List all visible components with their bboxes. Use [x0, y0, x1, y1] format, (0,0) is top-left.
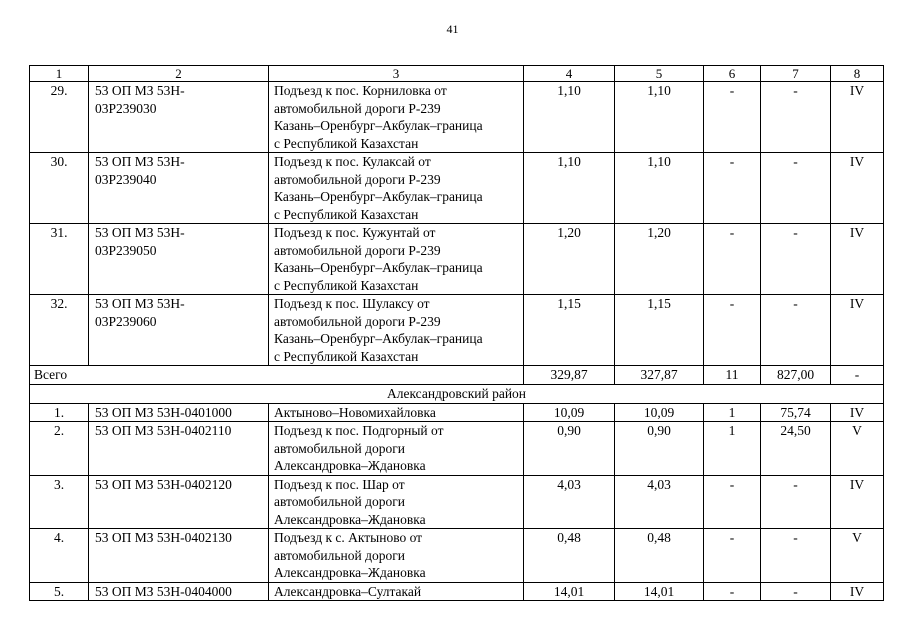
section-title: Александровский район: [30, 385, 884, 404]
col-6-value: -: [704, 224, 761, 295]
col-5-value: 1,15: [615, 295, 704, 366]
row-number: 1.: [30, 403, 89, 422]
road-name-line: Актыново–Новомихайловка: [274, 404, 436, 420]
road-name-line: Подъезд к пос. Шулаксу от: [274, 296, 430, 311]
total-col-7: 827,00: [761, 366, 831, 385]
table-row: [30, 422, 884, 476]
road-name-line: Казань–Оренбург–Акбулак–граница: [274, 189, 483, 204]
col-6-value: -: [704, 529, 761, 583]
road-code: [89, 295, 269, 366]
col-4-value: 1,15: [524, 295, 615, 366]
road-category: IV: [831, 295, 884, 366]
header-row: [30, 66, 884, 82]
column-header: 8: [831, 66, 884, 82]
road-name-line: Подъезд к пос. Кужунтай от: [274, 225, 436, 240]
table-row: [30, 82, 884, 153]
total-col-8: -: [831, 366, 884, 385]
road-category: V: [831, 529, 884, 583]
row-number: 4.: [30, 529, 89, 583]
column-header: 1: [30, 66, 89, 82]
road-name: [269, 82, 524, 153]
road-name-line: автомобильной дороги Р-239: [274, 313, 441, 329]
col-7-value: 75,74: [761, 403, 831, 422]
road-name-line: автомобильной дороги: [274, 547, 405, 563]
col-5-value: 1,10: [615, 82, 704, 153]
col-5-value: 10,09: [615, 403, 704, 422]
col-5-value: 4,03: [615, 475, 704, 529]
road-name: [269, 153, 524, 224]
col-6-value: 1: [704, 403, 761, 422]
col-5-value: 0,48: [615, 529, 704, 583]
road-name: [269, 475, 524, 529]
table-row: [30, 295, 884, 366]
road-name: [269, 582, 524, 601]
road-name-line: Подъезд к с. Актыново от: [274, 530, 423, 545]
road-category: IV: [831, 582, 884, 601]
road-name-line: Казань–Оренбург–Акбулак–граница: [274, 331, 483, 346]
road-code-line: 53 ОП МЗ 53Н-0402130: [95, 530, 232, 545]
road-category: IV: [831, 153, 884, 224]
roads-table: [29, 65, 884, 601]
col-4-value: 0,48: [524, 529, 615, 583]
road-name-line: автомобильной дороги Р-239: [274, 171, 441, 187]
col-5-value: 14,01: [615, 582, 704, 601]
column-header: 5: [615, 66, 704, 82]
table-row: [30, 153, 884, 224]
col-6-value: 1: [704, 422, 761, 476]
road-name: [269, 403, 524, 422]
road-name-line: Александровка–Ждановка: [274, 458, 426, 473]
road-code: [89, 403, 269, 422]
road-code-line: 03Р239050: [95, 242, 157, 258]
total-row: [30, 366, 884, 385]
col-7-value: -: [761, 582, 831, 601]
col-7-value: -: [761, 475, 831, 529]
table-row: [30, 475, 884, 529]
road-code: [89, 529, 269, 583]
row-number: 3.: [30, 475, 89, 529]
road-name-line: автомобильной дороги: [274, 440, 405, 456]
road-code-line: 53 ОП МЗ 53Н-0402110: [95, 423, 232, 438]
road-name-line: Александровка–Султакай: [274, 583, 422, 599]
road-name-line: Александровка–Ждановка: [274, 565, 426, 580]
col-4-value: 0,90: [524, 422, 615, 476]
road-code-line: 03Р239030: [95, 100, 157, 116]
road-code-line: 03Р239040: [95, 171, 157, 187]
table-row: [30, 224, 884, 295]
col-7-value: -: [761, 224, 831, 295]
road-code: [89, 582, 269, 601]
road-name: [269, 529, 524, 583]
col-5-value: 1,20: [615, 224, 704, 295]
col-5-value: 1,10: [615, 153, 704, 224]
road-code-line: 53 ОП МЗ 53Н-0401000: [95, 404, 232, 420]
road-code-line: 53 ОП МЗ 53Н-: [95, 225, 185, 240]
row-number: 29.: [30, 82, 89, 153]
road-name-line: автомобильной дороги Р-239: [274, 242, 441, 258]
road-name-line: с Республикой Казахстан: [274, 206, 419, 222]
col-7-value: -: [761, 82, 831, 153]
column-header: 4: [524, 66, 615, 82]
row-number: 31.: [30, 224, 89, 295]
col-6-value: -: [704, 295, 761, 366]
section-row: [30, 385, 884, 404]
road-name-line: Подъезд к пос. Шар от: [274, 476, 405, 492]
road-code-line: 53 ОП МЗ 53Н-0402120: [95, 476, 232, 492]
col-4-value: 1,10: [524, 82, 615, 153]
road-code-line: 03Р239060: [95, 313, 157, 329]
road-name-line: с Республикой Казахстан: [274, 277, 419, 293]
table-row: [30, 403, 884, 422]
col-6-value: -: [704, 82, 761, 153]
road-name-line: автомобильной дороги Р-239: [274, 100, 441, 116]
total-col-5: 327,87: [615, 366, 704, 385]
col-4-value: 1,20: [524, 224, 615, 295]
road-name-line: с Республикой Казахстан: [274, 348, 419, 364]
col-6-value: -: [704, 582, 761, 601]
road-category: IV: [831, 403, 884, 422]
table-row: [30, 529, 884, 583]
road-name-line: Казань–Оренбург–Акбулак–граница: [274, 260, 483, 275]
col-5-value: 0,90: [615, 422, 704, 476]
total-col-6: 11: [704, 366, 761, 385]
column-header: 2: [89, 66, 269, 82]
road-category: IV: [831, 224, 884, 295]
column-header: 7: [761, 66, 831, 82]
road-code: [89, 82, 269, 153]
road-name-line: Подъезд к пос. Корниловка от: [274, 83, 447, 98]
road-category: IV: [831, 475, 884, 529]
col-7-value: 24,50: [761, 422, 831, 476]
road-name: [269, 295, 524, 366]
total-col-4: 329,87: [524, 366, 615, 385]
road-category: IV: [831, 82, 884, 153]
total-label: Всего: [30, 366, 524, 385]
column-header: 3: [269, 66, 524, 82]
road-code-line: 53 ОП МЗ 53Н-0404000: [95, 583, 232, 599]
road-code-line: 53 ОП МЗ 53Н-: [95, 296, 185, 311]
road-name-line: с Республикой Казахстан: [274, 135, 419, 151]
road-code-line: 53 ОП МЗ 53Н-: [95, 154, 185, 169]
road-name: [269, 422, 524, 476]
col-7-value: -: [761, 295, 831, 366]
row-number: 2.: [30, 422, 89, 476]
row-number: 5.: [30, 582, 89, 601]
col-7-value: -: [761, 529, 831, 583]
row-number: 30.: [30, 153, 89, 224]
road-category: V: [831, 422, 884, 476]
road-code: [89, 153, 269, 224]
road-name-line: Подъезд к пос. Подгорный от: [274, 423, 444, 438]
table-row: [30, 582, 884, 601]
col-4-value: 14,01: [524, 582, 615, 601]
road-code: [89, 224, 269, 295]
page-number: 41: [446, 22, 459, 36]
col-4-value: 4,03: [524, 475, 615, 529]
road-name: [269, 224, 524, 295]
road-name-line: автомобильной дороги: [274, 494, 405, 509]
col-6-value: -: [704, 475, 761, 529]
road-code: [89, 475, 269, 529]
road-name-line: Подъезд к пос. Кулаксай от: [274, 154, 431, 169]
road-name-line: Казань–Оренбург–Акбулак–граница: [274, 118, 483, 133]
col-7-value: -: [761, 153, 831, 224]
table-body: [30, 66, 884, 601]
col-6-value: -: [704, 153, 761, 224]
road-code: [89, 422, 269, 476]
col-4-value: 1,10: [524, 153, 615, 224]
col-4-value: 10,09: [524, 403, 615, 422]
column-header: 6: [704, 66, 761, 82]
road-code-line: 53 ОП МЗ 53Н-: [95, 83, 185, 98]
row-number: 32.: [30, 295, 89, 366]
road-name-line: Александровка–Ждановка: [274, 511, 426, 527]
